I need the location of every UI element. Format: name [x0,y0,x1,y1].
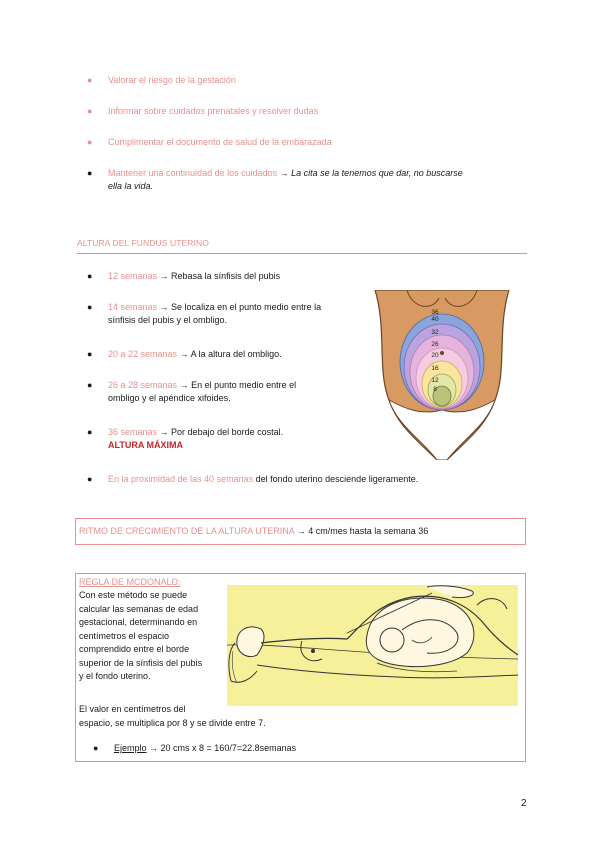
fundus-item-14: ● 14 semanas → Se localiza en el punto medio entre la sínfisis del pubis y el ombligo. [87,302,322,325]
fundus-item-12: ● 12 semanas → Rebasa la sínfisis del pubis [87,271,281,281]
fundus-item-40: ● En la proximidad de las 40 semanas del fondo uterino desciende ligeramente. [87,474,419,484]
mcdonald-description: Con este método se puede calcular las semanas de edad gestacional, determinando en centímetros el espacio comprendido entre el borde superior de la sínfisis del pubis y el fondo uterino. [79,590,203,681]
fundus-item-20: ● 20 a 22 semanas → A la altura del ombligo. [87,349,282,359]
section-rule [77,253,527,254]
fundus-label-26: 26 [431,341,439,348]
fundus-item-26: ● 26 a 28 semanas → En el punto medio entre el ombligo y el apéndice xifoides. [87,380,297,403]
fundus-label-32: 32 [431,329,439,336]
bullet-dot: ● [87,474,93,484]
bullet-dot: ● [87,137,93,147]
page-number: 2 [521,798,527,809]
fundus-label-16: 16 [431,365,439,372]
fundus-label-12: 12 [431,377,439,384]
bullet-dot: ● [87,106,93,116]
mcdonald-description-2: El valor en centímetros del espacio, se multiplica por 8 y se divide entre 7. [79,704,266,728]
bullet-continuidad: ● Mantener una continuidad de los cuidados → La cita se la tenemos que dar, no buscarse ella la vida. [87,168,463,191]
altura-maxima-label: ALTURA MÁXIMA [108,440,183,450]
fundus-label-20: 20 [431,352,439,359]
ritmo-box [75,518,526,545]
bullet-dot: ● [87,271,93,281]
bullet-dot: ● [87,75,93,85]
mcdonald-title: REGLA DE MCDONALD: [79,577,181,587]
fundus-label-40: 40 [431,316,439,323]
mcdonald-illustration [227,585,518,706]
bullet-cumplimentar: ● Cumplimentar el documento de salud de la embarazada [87,137,332,147]
bullet-valorar: ● Valorar el riesgo de la gestación [87,75,236,85]
bullet-dot: ● [87,427,93,437]
fundus-height-illustration [367,290,517,460]
bullet-dot: ● [87,168,93,178]
ritmo-text: RITMO DE CRECIMIENTO DE LA ALTURA UTERINA → 4 cm/mes hasta la semana 36 [79,526,429,536]
bullet-dot: ● [87,302,93,312]
mcdonald-example: ● Ejemplo → 20 cms x 8 = 160/7=22.8semanas [114,742,296,756]
bullet-dot: ● [87,349,93,359]
bullet-informar: ● Informar sobre cuidados prenatales y resolver dudas [87,106,319,116]
bullet-dot: ● [93,743,99,753]
section-title-fundus: ALTURA DEL FUNDUS UTERINO [77,238,209,248]
fundus-item-36: ● 36 semanas → Por debajo del borde costal. ALTURA MÁXIMA [87,427,284,450]
bullet-dot: ● [87,380,93,390]
fundus-label-8: 8 [433,386,437,393]
fundus-label-36: 36 [431,309,439,316]
